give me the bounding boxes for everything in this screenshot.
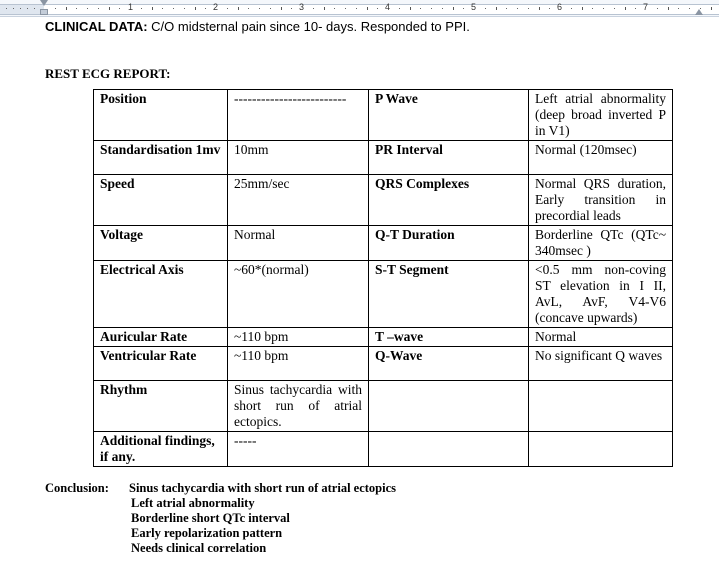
clinical-data-line [45,19,470,34]
conclusion-item: Early repolarization pattern [131,526,283,540]
param-label: Voltage [94,226,228,261]
param-label: Position [94,90,228,141]
ruler-tick [485,8,486,9]
ruler-tick [496,7,497,10]
param-value: Left atrial abnormality (deep broad inverted P in V1) [529,90,673,141]
table-row [94,90,673,141]
ruler-tick [13,8,14,9]
table-row [94,328,673,347]
ruler-tick [582,7,583,10]
param-value: ~110 bpm [228,347,369,381]
ruler-tick [195,7,196,10]
conclusion-label: Conclusion: [45,481,109,495]
ruler-tick [173,8,174,9]
param-label: Q-Wave [369,347,529,381]
ruler-tick [345,8,346,9]
rest-ecg-heading: REST ECG REPORT: [45,66,171,81]
ruler-number: 1 [128,2,134,12]
ruler-tick [238,7,239,10]
conclusion-item: Sinus tachycardia with short run of atrial ectopics [129,481,397,495]
ruler-number: 7 [643,2,649,12]
ruler-tick [98,8,99,9]
param-label: Speed [94,175,228,226]
ruler-tick [291,8,292,9]
ruler-tick [270,8,271,9]
param-label: T –wave [369,328,529,347]
ruler-tick [20,8,21,9]
ruler-tick [313,8,314,9]
ruler-tick [227,8,228,9]
empty-cell [529,432,673,467]
ruler-tick [668,7,669,10]
ruler-tick [657,8,658,9]
ruler-tick [334,8,335,9]
empty-cell [529,381,673,432]
table-row [94,141,673,175]
ruler-tick [689,8,690,9]
ruler-tick [678,8,679,9]
param-value: No significant Q waves [529,347,673,381]
ruler-tick [549,8,550,9]
ruler-tick [141,8,142,9]
table-row [94,432,673,467]
ruler-tick [34,8,35,9]
empty-cell [369,381,529,432]
param-label: Auricular Rate [94,328,228,347]
param-label: S-T Segment [369,261,529,328]
ruler-tick [635,8,636,9]
ruler-number: 3 [299,2,305,12]
ruler-number: 6 [557,2,563,12]
ruler-tick [711,7,712,10]
ruler-tick [420,8,421,9]
ruler-tick [614,8,615,9]
empty-cell [369,432,529,467]
ruler-tick [463,8,464,9]
param-value: 25mm/sec [228,175,369,226]
ruler-tick [248,8,249,9]
param-label: QRS Complexes [369,175,529,226]
param-value: 10mm [228,141,369,175]
ruler-tick [528,8,529,9]
param-label: Electrical Axis [94,261,228,328]
table-row [94,175,673,226]
param-value: Normal [228,226,369,261]
ruler-tick [87,8,88,9]
ecg-report-table [93,89,673,467]
ruler-tick [259,8,260,9]
ruler-tick [162,8,163,9]
ruler-tick [356,8,357,9]
ruler-tick [367,7,368,10]
ruler-tick [184,8,185,9]
param-label: P Wave [369,90,529,141]
ruler-number: 4 [385,2,391,12]
table-row [94,261,673,328]
param-value: Borderline QTc (QTc~ 340msec ) [529,226,673,261]
param-label: PR Interval [369,141,529,175]
ruler-tick [109,7,110,10]
ruler-tick [281,7,282,10]
ruler-tick [27,8,28,9]
ruler-tick [442,8,443,9]
ruler-tick [399,8,400,9]
param-value: Normal (120msec) [529,141,673,175]
ruler-margin-left [0,4,44,15]
ruler-tick [6,8,7,9]
first-line-indent-marker[interactable] [40,0,48,6]
param-value: Normal QRS duration, Early transition in precordial leads [529,175,673,226]
ruler-tick [453,7,454,10]
ruler-tick [152,7,153,10]
ruler-tick [410,7,411,10]
ruler-tick [324,7,325,10]
param-value: ----- [228,432,369,467]
ruler-tick [76,8,77,9]
ruler-tick [592,8,593,9]
ruler-tick [55,8,56,9]
param-value: <0.5 mm non-coving ST elevation in I II, AvL, AvF, V4-V6 (concave upwards) [529,261,673,328]
param-label: Q-T Duration [369,226,529,261]
right-indent-marker[interactable] [695,9,703,15]
left-indent-marker[interactable] [40,9,48,15]
ruler-tick [625,7,626,10]
param-value: Normal [529,328,673,347]
clinical-data-text: C/O midsternal pain since 10- days. Responded to PPI. [151,19,470,34]
ruler-track [44,4,719,15]
param-value: Sinus tachycardia with short run of atrial ectopics. [228,381,369,432]
table-row [94,226,673,261]
ruler-tick [377,8,378,9]
ruler-tick [66,7,67,10]
clinical-data-label: CLINICAL DATA: [45,19,148,34]
ruler-tick [539,7,540,10]
ruler-number: 2 [213,2,219,12]
ruler-tick [205,8,206,9]
table-row [94,347,673,381]
param-label: Additional findings, if any. [94,432,228,467]
horizontal-ruler[interactable] [0,0,719,17]
param-value: ~110 bpm [228,328,369,347]
ruler-tick [603,8,604,9]
conclusion-item: Needs clinical correlation [131,541,267,555]
param-value: ------------------------- [228,90,369,141]
ruler-tick [119,8,120,9]
table-row [94,381,673,432]
param-label: Standardisation 1mv [94,141,228,175]
param-label: Rhythm [94,381,228,432]
param-label: Ventricular Rate [94,347,228,381]
ruler-number: 5 [471,2,477,12]
ruler-tick [517,8,518,9]
ruler-tick [506,8,507,9]
conclusion-item: Borderline short QTc interval [131,511,290,525]
param-value: ~60*(normal) [228,261,369,328]
ruler-tick [431,8,432,9]
conclusion-item: Left atrial abnormality [131,496,255,510]
ruler-tick [571,8,572,9]
